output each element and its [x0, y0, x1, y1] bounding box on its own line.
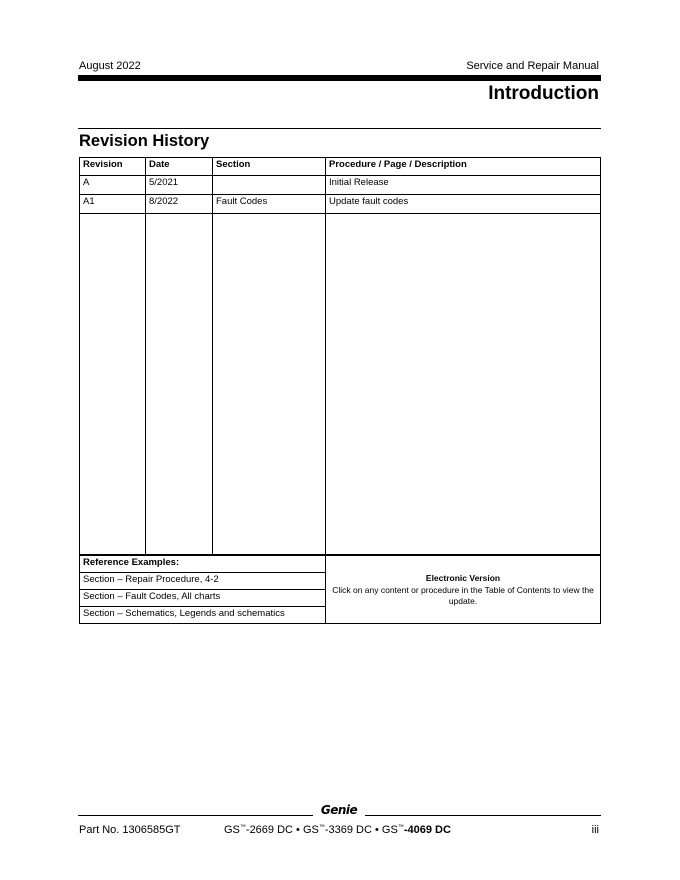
- reference-table: [79, 555, 601, 624]
- reference-example: Section – Fault Codes, All charts: [80, 590, 326, 607]
- part-number: Part No. 1306585GT: [79, 824, 181, 836]
- table-row: [80, 195, 601, 214]
- cell-description: Initial Release: [326, 176, 601, 195]
- col-header-revision: Revision: [80, 158, 146, 176]
- electronic-version-title: Electronic Version: [425, 572, 501, 583]
- heading-rule: [78, 128, 601, 129]
- trademark-mark: ™: [318, 824, 325, 831]
- cell-description: Update fault codes: [326, 195, 601, 214]
- cell-date: 5/2021: [146, 176, 213, 195]
- reference-example: Section – Repair Procedure, 4-2: [80, 573, 326, 590]
- table-empty-row: [80, 214, 601, 555]
- reference-heading: Reference Examples:: [80, 556, 326, 573]
- empty-cell: [80, 214, 146, 555]
- header-date: August 2022: [79, 60, 141, 72]
- table-header-row: [80, 158, 601, 176]
- model-prefix: GS: [381, 824, 398, 836]
- empty-cell: [326, 214, 601, 555]
- header-manual-title: Service and Repair Manual: [466, 60, 599, 72]
- header-rule: [78, 75, 601, 81]
- empty-cell: [146, 214, 213, 555]
- model-4069: -4069 DC: [403, 824, 451, 836]
- electronic-version-note: [326, 556, 601, 624]
- empty-cell: [213, 214, 326, 555]
- model-2669: -2669 DC •: [245, 824, 303, 836]
- cell-date: 8/2022: [146, 195, 213, 214]
- footer-rule-right: [365, 815, 601, 816]
- model-prefix: GS: [224, 824, 240, 836]
- model-prefix: GS: [302, 824, 319, 836]
- cell-revision: A1: [80, 195, 146, 214]
- page-number: iii: [591, 824, 599, 836]
- section-title: Introduction: [488, 83, 599, 104]
- cell-revision: A: [80, 176, 146, 195]
- electronic-version-text: Click on any content or procedure in the Table of Contents to view the update.: [332, 584, 594, 606]
- col-header-description: Procedure / Page / Description: [326, 158, 601, 176]
- model-list: [224, 824, 451, 836]
- footer-rule-left: [78, 815, 313, 816]
- page-heading: Revision History: [79, 132, 210, 150]
- trademark-mark: ™: [397, 824, 404, 831]
- col-header-section: Section: [213, 158, 326, 176]
- table-row: [80, 176, 601, 195]
- revision-table: [79, 157, 601, 555]
- col-header-date: Date: [146, 158, 213, 176]
- cell-section: [213, 176, 326, 195]
- model-3369: -3369 DC •: [324, 824, 382, 836]
- cell-section: Fault Codes: [213, 195, 326, 214]
- trademark-mark: ™: [239, 824, 246, 831]
- genie-logo: Genie: [320, 803, 358, 817]
- reference-example: Section – Schematics, Legends and schematics: [80, 607, 326, 624]
